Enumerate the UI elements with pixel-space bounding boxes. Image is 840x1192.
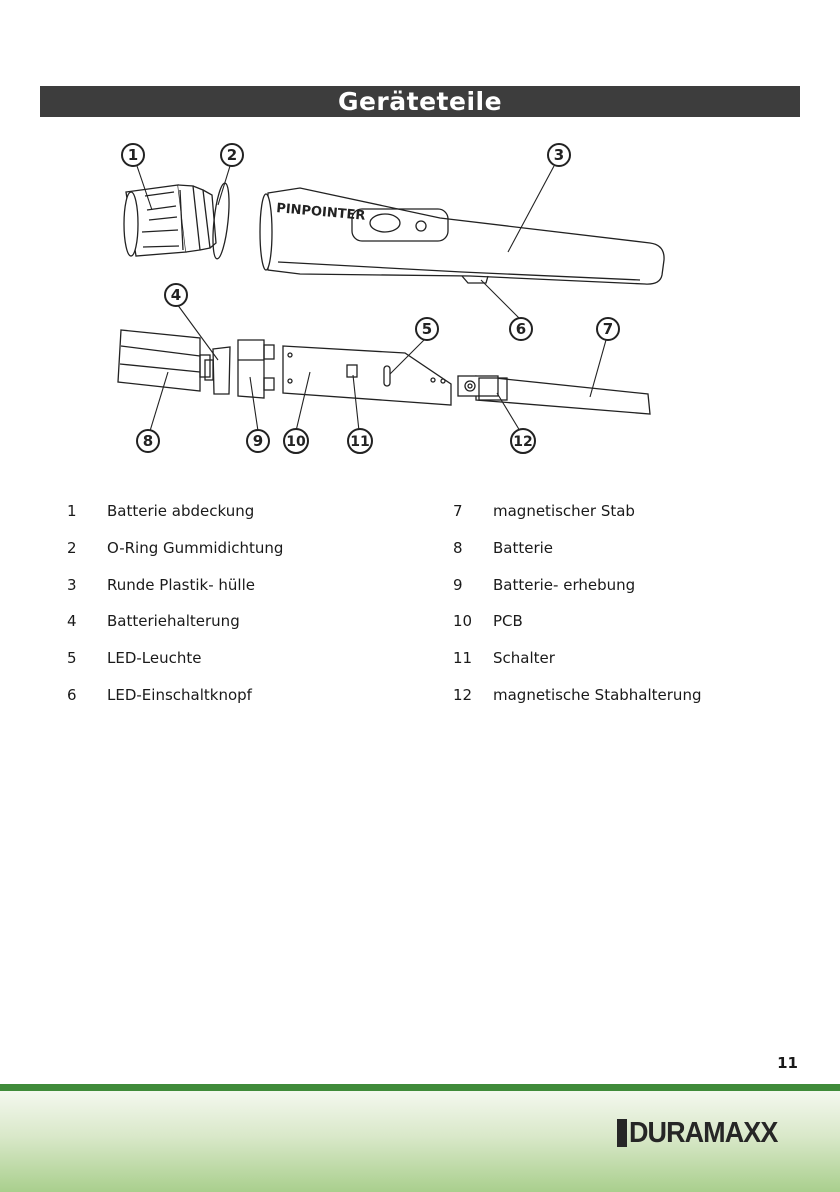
part-label: Batterie- erhebung [493,575,636,594]
callout-11 [348,429,372,453]
svg-text:11: 11 [350,434,370,450]
part-label: Batteriehalterung [107,612,240,631]
brand-name: DURAMAXX [629,1117,778,1149]
callout-1 [122,144,144,166]
svg-text:2: 2 [226,146,238,164]
part-label: LED-Einschaltknopf [107,685,252,704]
part-number: 11 [453,649,473,668]
part-number: 12 [453,685,473,704]
part-number: 3 [67,575,77,594]
callout-5 [416,318,438,340]
svg-text:4: 4 [170,286,182,304]
part-label: Schalter [493,649,555,668]
logo-mark-icon [617,1119,627,1147]
callout-7 [597,318,619,340]
callout-9 [247,430,269,452]
pcb-drawing [283,346,451,405]
part-number: 8 [453,538,463,557]
callout-12 [511,429,535,453]
housing-drawing [260,188,664,284]
svg-text:7: 7 [602,320,614,338]
part-label: magnetischer Stab [493,502,635,520]
part-number: 4 [67,612,77,631]
part-label: PCB [493,612,523,631]
footer-divider [0,1084,840,1091]
callout-8 [137,430,159,452]
page-number: 11 [777,1054,798,1072]
battery-holder-drawing [205,347,230,394]
part-label: Batterie [493,538,554,557]
part-label: LED-Leuchte [107,649,202,668]
callout-10 [284,429,308,453]
part-number: 10 [453,612,473,631]
part-number: 1 [67,502,77,520]
svg-text:1: 1 [127,146,139,164]
battery-cap-drawing [124,185,216,256]
callout-4 [165,284,187,306]
magnetic-rod-drawing [458,376,650,414]
part-label: Batterie abdeckung [107,502,255,520]
part-number: 5 [67,649,77,668]
callout-2 [221,144,243,166]
part-label: O-Ring Gummidichtung [107,538,284,557]
device-brand-text: PINPOINTER [275,201,366,224]
part-label: Runde Plastik- hülle [107,575,255,594]
part-number: 7 [453,502,463,520]
svg-text:12: 12 [513,434,533,450]
svg-text:10: 10 [286,434,306,450]
part-number: 6 [67,685,77,704]
battery-bump-drawing [238,340,274,398]
svg-text:6: 6 [515,320,527,338]
part-number: 2 [67,538,77,557]
callout-6 [510,318,532,340]
parts-diagram [0,0,840,470]
svg-text:5: 5 [421,320,433,338]
svg-text:8: 8 [142,432,154,450]
battery-drawing [118,330,210,391]
section-title: Geräteteile [40,86,800,117]
part-label: magnetische Stabhalterung [493,685,702,704]
part-number: 9 [453,575,463,594]
svg-text:3: 3 [553,146,565,164]
svg-text:9: 9 [252,432,264,450]
callout-3 [548,144,570,166]
